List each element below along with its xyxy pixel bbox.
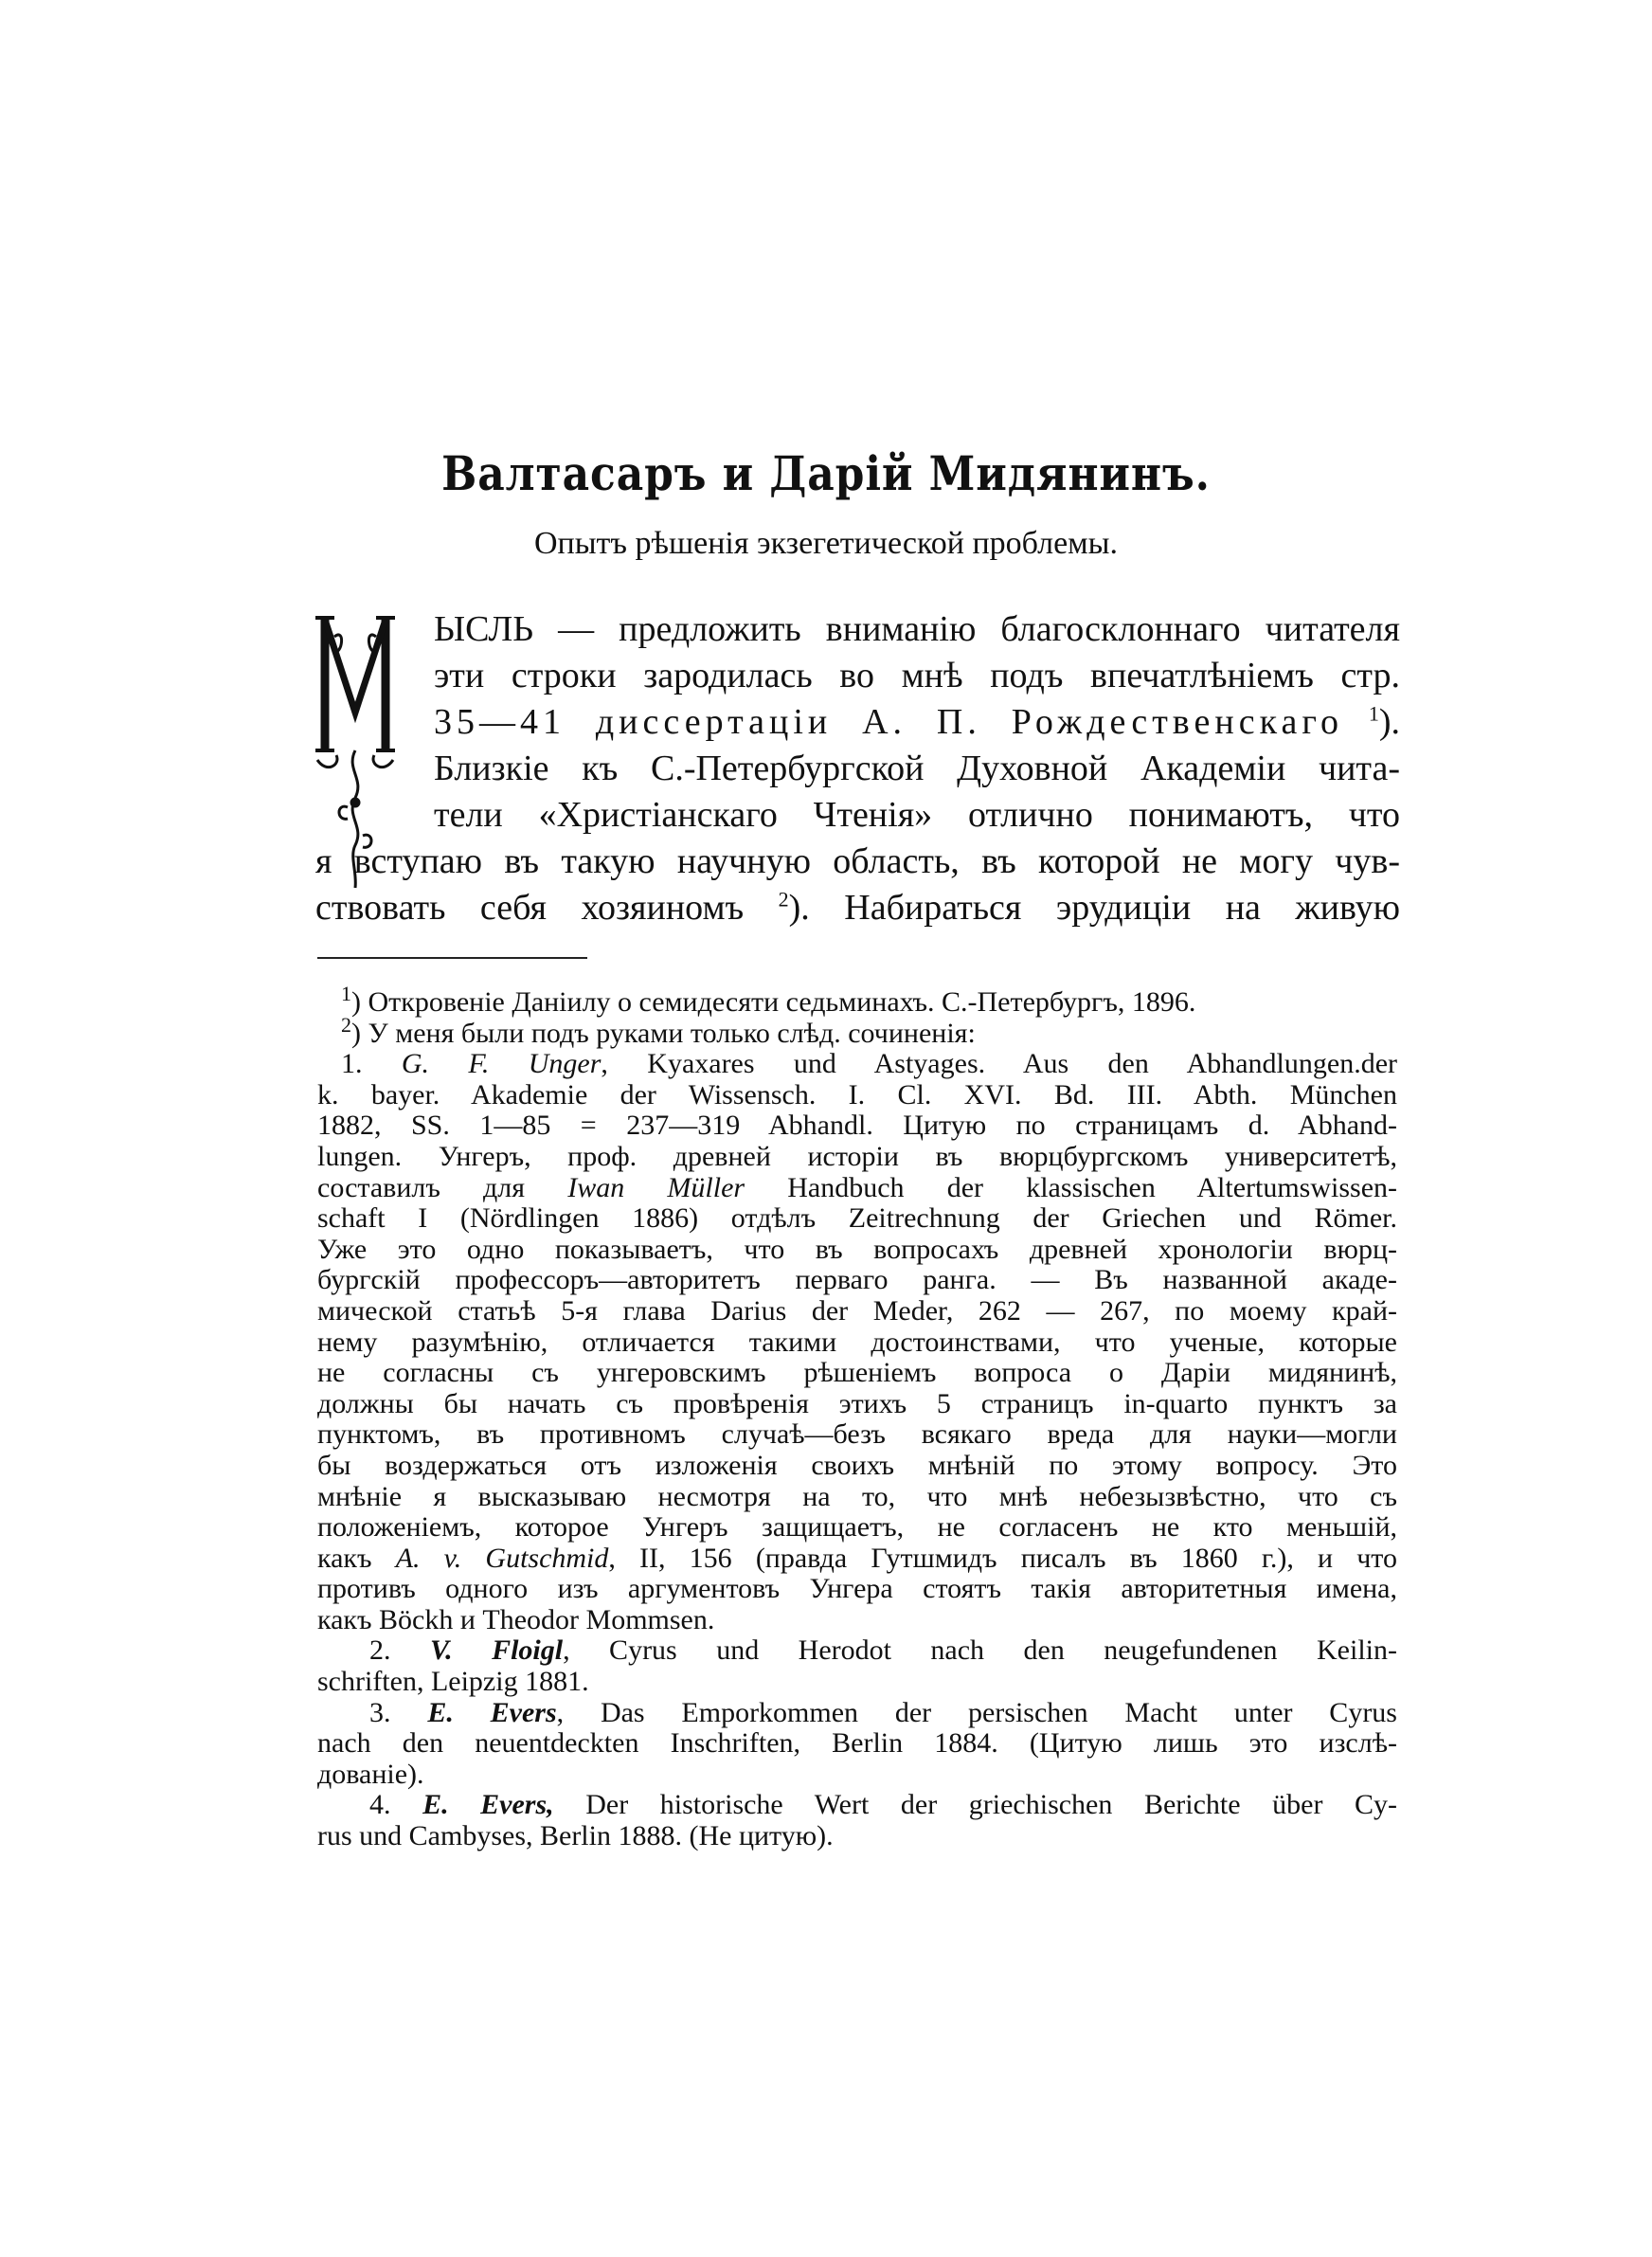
footnote-ref-2[interactable]: 2: [778, 887, 789, 912]
footnote-text-line: дованіе).: [317, 1758, 424, 1790]
footnote-text-line: 1882, SS. 1—85 = 237—319 Abhandl. Цитую по страницамъ d. Abhand-: [317, 1110, 1397, 1142]
author-unger: G. F. Unger: [401, 1048, 602, 1080]
body-line-3: 35—41 диссертаціи А. П. Рождественскаго $^1$).: [434, 701, 1401, 742]
footnote-text-line: мической статьѣ 5-я глава Darius der Meder, 262 — 267, по моему край-: [317, 1294, 1397, 1327]
footnote-text-line: lungen. Унгеръ, проф. древней исторіи въ вюрцбургскомъ университетѣ,: [317, 1140, 1397, 1172]
footnote-text-line: составилъ для Iwan Müller Handbuch der klassischen Altertumswissen-: [317, 1171, 1397, 1203]
footnote-ref-1[interactable]: 1: [1368, 701, 1379, 726]
author-evers: E. Evers: [427, 1696, 557, 1728]
page-subtitle: Опытъ рѣшенія экзегетической проблемы.: [533, 526, 1119, 561]
footnote-item-3: 3. E. Evers, Das Emporkommen der persischen Macht unter Cyrus: [369, 1696, 1397, 1728]
body-line-6: я вступаю въ такую научную область, въ которой не могу чув-: [315, 841, 1400, 881]
footnote-text-line: мнѣніе я высказываю несмотря на то, что мнѣ небезызвѣстно, что съ: [317, 1480, 1397, 1512]
footnotes: [317, 982, 1398, 1852]
footnote-text-line: nach den neuentdeckten Inschriften, Berlin 1884. (Цитую лишь это изслѣ-: [317, 1727, 1397, 1760]
footnote-1: $^1$) Откровеніе Даніилу о семидесяти седьминахъ. С.-Петербургъ, 1896.: [341, 982, 1196, 1018]
footnote-2: $^2$) У меня были подъ руками только слѣд. сочиненія:: [341, 1012, 976, 1049]
footnote-text-line: какъ A. v. Gutschmid, II, 156 (правда Гутшмидъ писалъ въ 1860 г.), и что: [317, 1542, 1397, 1574]
body-line-1: ЫСЛЬ — предложить вниманію благосклоннаго читателя: [434, 609, 1400, 649]
footnote-text-line: должны бы начать съ провѣренія этихъ 5 страницъ in-quarto пунктъ за: [317, 1387, 1397, 1419]
footnote-text-line: противъ одного изъ аргументовъ Унгера стоятъ такія авторитетныя имена,: [317, 1573, 1397, 1605]
author-gutschmid: A. v. Gutschmid: [395, 1542, 609, 1574]
body-line-7: ствовать себя хозяиномъ $^2$). Набираться эрудиціи на живую: [315, 887, 1400, 928]
body-paragraph: [315, 606, 1400, 931]
footnote-item-2: 2. V. Floigl, Cyrus und Herodot nach den neugefundenen Keilin-: [369, 1634, 1397, 1667]
body-line-5: тели «Христіанскаго Чтенія» отлично понимаютъ, что: [434, 795, 1400, 835]
footnote-text-line: бургскій профессоръ—авторитетъ перваго ранга. — Въ названной акаде-: [317, 1264, 1397, 1296]
footnote-text-line: какъ Böckh и Theodor Mommsen.: [317, 1603, 715, 1635]
footnote-item-4: 4. E. Evers, Der historische Wert der griechischen Berichte über Cy-: [369, 1789, 1398, 1821]
author-evers-2: E. Evers,: [422, 1789, 554, 1821]
footnote-text-line: schriften, Leipzig 1881.: [317, 1666, 589, 1698]
footnote-text-line: пунктомъ, въ противномъ случаѣ—безъ всякаго вреда для науки—могли: [317, 1418, 1397, 1451]
footnote-text-line: k. bayer. Akademie der Wissensch. I. Cl. XVI. Bd. III. Abth. München: [317, 1078, 1397, 1110]
page-title: Валтасаръ и Дарій Мидянинъ.: [441, 445, 1211, 501]
footnote-text-line: schaft I (Nördlingen 1886) отдѣлъ Zeitrechnung der Griechen und Römer.: [317, 1202, 1397, 1235]
footnote-text-line: не согласны съ унгеровскимъ рѣшеніемъ вопроса о Даріи мидянинѣ,: [317, 1357, 1397, 1389]
footnote-text-line: бы воздержаться отъ изложенія своихъ мнѣній по этому вопросу. Это: [317, 1449, 1397, 1481]
decorative-initial-letter-icon: [308, 608, 403, 893]
author-mueller: Iwan Müller: [567, 1171, 745, 1203]
footnote-text-line: rus und Cambyses, Berlin 1888. (Не цитую).: [317, 1820, 834, 1852]
body-line-2: эти строки зародилась во мнѣ подъ впечатлѣніемъ стр.: [434, 656, 1400, 695]
footnote-divider: [317, 957, 587, 959]
footnote-item-1: 1. G. F. Unger, Kyaxares und Astyages. Aus den Abhandlungen.der: [341, 1048, 1398, 1080]
footnote-text-line: положеніемъ, которое Унгеръ защищаетъ, не согласенъ не кто меньшій,: [317, 1511, 1397, 1544]
footnote-text-line: Уже это одно показываетъ, что въ вопросахъ древней хронологіи вюрц-: [317, 1233, 1397, 1265]
footnote-text-line: нему разумѣнію, отличается такими достоинствами, что ученые, которые: [317, 1326, 1397, 1358]
body-line-4: Близкіе къ С.-Петербургской Духовной Академіи чита-: [434, 749, 1400, 788]
author-floigl: V. Floigl: [429, 1634, 564, 1667]
